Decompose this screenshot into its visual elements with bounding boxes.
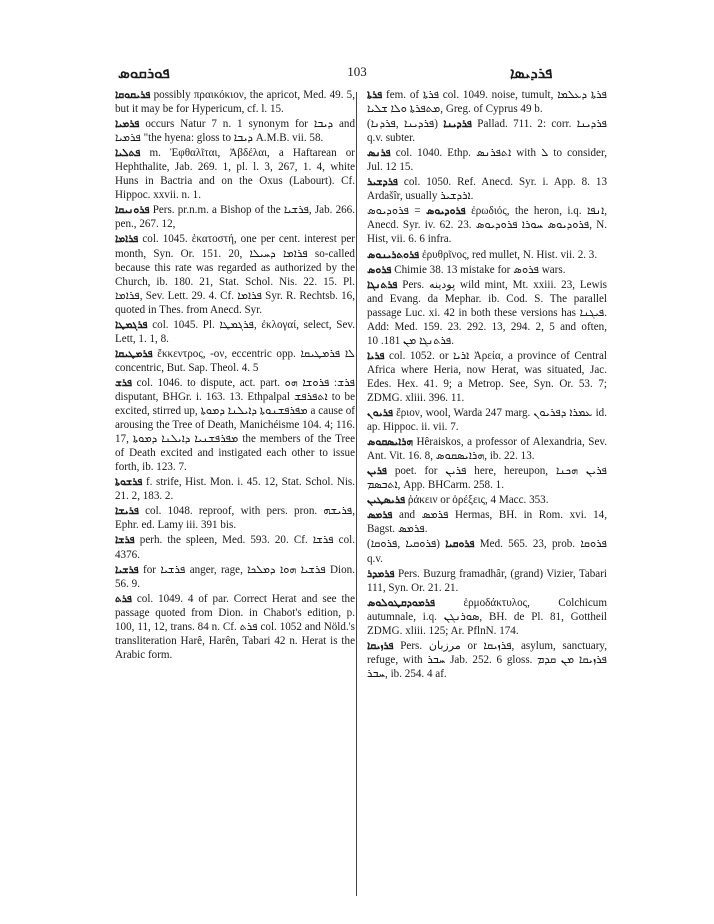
entry-text: Pers. pr.n.m. a Bishop of the ܦܪܫܝܐ, Jab. 266. pen., 267. 12, <box>115 204 355 231</box>
entry-lemma: ܦܪܫܘܬܐ <box>115 476 143 489</box>
entry-lemma: ܦܪܐܡܐ <box>115 233 139 246</box>
dictionary-entry <box>367 175 607 203</box>
entry-lemma: ܦܪܘܣ <box>367 263 392 276</box>
dictionary-entry <box>115 88 355 116</box>
entry-lemma: ܦܪܝܩܘܩܐ <box>115 89 151 101</box>
entry-lemma: ܦܪܫܝܐ <box>115 563 139 576</box>
entry-lemma: ܦܬܠܝܐ <box>115 147 141 160</box>
entry-lemma: ܦܪܡܕܪ <box>367 567 395 580</box>
entry-text: col. 1050. Ref. Anecd. Syr. i. App. 8. 13 Ardašîr, usually ܐܪܕܫܝܪ. <box>367 176 607 203</box>
entry-text: ἔκκεντρος, -ον, eccentric opp. ܠܐ ܦܪܡܛܝܩܐ concentric, But. Sap. Theol. 4. 5 <box>115 347 355 374</box>
entry-lemma: ܦܪܓܡܛܐ <box>115 318 148 331</box>
dictionary-entry <box>115 117 355 145</box>
entry-text: ἔριον, wool, Warda 247 marg. ܥܡܪܐ ܕܦܪܝܘܢ id. ap. Hippoc. ii. vii. 7. <box>367 407 607 434</box>
entry-lemma: ܦܪܫܐ <box>115 534 135 547</box>
dictionary-entry <box>367 567 607 595</box>
entry-lemma: ܗܪܐܝܣܩܘܣ <box>367 436 413 449</box>
entry-lemma: ܦܪܘܕܝܘܣ <box>426 205 466 218</box>
entry-text: col. 1040. Ethp. ܐܬܦܪܢܣ with ܠ to consider, Jul. 12 15. <box>367 147 607 174</box>
entry-text: col. 1048. reproof, with pers. pron. ܦܪܝܫܗ, Ephr. ed. Lamy iii. 391 bis. <box>115 505 355 532</box>
dictionary-entry <box>367 146 607 174</box>
entry-lemma: ܦܪܡܝܐ <box>115 118 140 131</box>
dictionary-entry <box>115 203 355 231</box>
entry-text: perh. the spleen, Med. 593. 20. Cf. ܦܪܫܐ col. 4376. <box>115 534 355 561</box>
dictionary-entry <box>115 563 355 591</box>
dictionary-entry <box>367 406 607 434</box>
dictionary-entry <box>367 88 607 116</box>
entry-text: Pers. Buzurg framadhâr, (grand) Vizier, Tabari 111, Syn. Or. 21. 21. <box>367 567 607 594</box>
entry-text: col. 1049. 4 of par. Correct Herat and see the passage quoted from Dion. in Chabot's edition, p. 100, 11, 12, trans. 84 n. Cf. ܦܪܬ col. 1052 and Nöld.'s transliteration Harê, Harên, Tabari 42 n. Herat is the Arabic form. <box>115 592 355 661</box>
dictionary-entry <box>367 117 607 145</box>
entry-lemma: ܦܪܡܣ <box>367 509 393 522</box>
dictionary-entry <box>115 232 355 316</box>
entry-lemma: ܦܪܝܢ <box>367 465 387 478</box>
dictionary-entry <box>115 318 355 346</box>
entry-text: col. 1046. to dispute, act. part. ܦܪܫ: ܦܪܘܫܐ ܗܘ disputant, BHGr. i. 163. 13. Ethpalpal ܐܬܦܪܦܫ to be excited, stirred up, ܡܦܪܦܫܢܘܬܐ ܕܐܝܠܢܐ ܕܡܘܬܐ a cause of arousing the Tree of Death, Manichéisme 104. 4; 116. 17, ܡܦܪܦܫܢܝܐ ܕܐܝܠܢܐ ܕܡܘܬܐ the members of the Tree of Death excited and instigated each other to issue forth, ib. 123. 7. <box>115 376 356 474</box>
page-header <box>0 62 714 84</box>
entry-text: col. 1052. or ܐܪܝܐ Ἀρεία, a province of Central Africa where Heria, now Herat, was situated, Jac. Edes. Hex. 41. 9; a Metrop. See, Syn. Or. 53. 7; ZDMG. xliii. 396. 11. <box>367 349 607 404</box>
entry-text: = ܦܪܘܕܝܘܣ ἐρωδιός, the heron, i.q. ܐܢܦܐ, Anecd. Syr. iv. 62. 23. ܦܪܘܕܝܘܣ ܚܘܪܐ ܦܪܘܕܝܘܣ, N. Hist, vii. 6. 6 infra. <box>367 205 607 246</box>
running-head-left: ܦܘܪܩܘܣ <box>118 64 170 82</box>
entry-text: occurs Natur 7 n. 1 synonym for ܕܝܒܐ and ܦܪܡܝܐ "the hyena: gloss to ܕܝܒܐ A.M.B. vii. 58. <box>115 118 355 145</box>
entry-lemma: ܦܪܫ <box>115 376 132 389</box>
entry-text: and ܦܪܡܣ Hermas, BH. in Rom. xvi. 14, Bagst. ܦܪܡܣ. <box>367 509 607 536</box>
dictionary-entry <box>367 263 607 277</box>
column-divider <box>356 92 357 896</box>
entry-lemma: ܦܪܝܐ <box>367 349 385 362</box>
entry-text: Pers. مرزبان or ܦܪܙܝܩܐ, asylum, sanctuary, refuge, with ܚܒܪ Jab. 252. 6 gloss. ܦܪܙܝܩܐ ܡܢ ܩܕܡ ܚܒܪ, ib. 254. 4 af. <box>367 639 607 680</box>
dictionary-entry <box>115 504 355 532</box>
entry-lemma: ܦܪܝܣܛܝܢ <box>367 494 406 507</box>
entry-text: ῥάκειν or ὀρέξεις, 4 Macc. 353. <box>407 494 549 507</box>
dictionary-entry <box>115 475 355 503</box>
dictionary-entry <box>367 464 607 492</box>
dictionary-entry <box>115 592 355 662</box>
entry-lemma: ܦܪܬ <box>115 592 132 605</box>
dictionary-entry <box>367 639 607 681</box>
entry-text: possibly πραικόκιον, the apricot, Med. 49. 5, but it may be for Hypericum, cf. l. 15. <box>115 89 355 116</box>
dictionary-entry <box>367 349 607 405</box>
page-number: 103 <box>347 64 367 79</box>
entry-lemma: ܦܪܘܢܝܩܐ <box>115 204 150 217</box>
entry-lemma: ܦܪܘܩܝܐ <box>445 538 475 551</box>
dictionary-entry <box>367 493 607 507</box>
dictionary-entry <box>367 508 607 536</box>
dictionary-entry <box>367 435 607 463</box>
entry-lemma: ܦܪܝܫܐ <box>115 505 139 518</box>
dictionary-entry <box>367 596 607 638</box>
entry-text: (ܦܪܕܝܢܐ ,ܦܪܕܢܐ) Pallad. 711. 2: corr. ܦܪܕܝܢܐ q.v. subter. <box>367 118 607 145</box>
entry-lemma: ܦܪܝܘܢ <box>367 407 393 420</box>
entry-text: poet. for ܦܪܝܢ here, hereupon, ܦܪܝܢ ܗܟܢܐ ܐܬܒܣܡ, App. BHCarm. 258. 1. <box>367 465 607 492</box>
dictionary-entry <box>115 146 355 202</box>
entry-text: fem. of ܦܪܬܐ col. 1049. noise, tumult, ܦܪܬܐ ܕܥܠܡܐ ܡܬܦܪܬܐ ܘܠܐ ܫܠܝܐ, Greg. of Cyprus 49 b. <box>367 89 607 116</box>
right-column <box>367 88 607 682</box>
entry-text: Hêraiskos, a professor of Alexandria, Sev. Ant. Vit. 16. 8, ܗܪܐܝܣܩܘܣ, ib. 22. 13. <box>367 436 607 463</box>
dictionary-entry <box>115 533 355 561</box>
entry-lemma: ܦܪܡܘܕܩܛܘܠܘܣ <box>367 596 436 609</box>
entry-text: (ܦܪܘܩܝܐ ,ܦܪܘܩܐ) Med. 565. 23, prob. ܦܪܘܩܐ q.v. <box>367 538 607 565</box>
entry-text: col. 1045. ἑκατοστή, one per cent. interest per month, Syn. Or. 151. 20, ܦܪܐܡܐ ܕܚܝܠܐ so-called because this rate was regarded as authorized by the Church, ib. 180. 21, Stat. Schol. Nis. 22. 15. Pl. ܦܪܐܡܐ, Sev. Lett. 29. 4. Cf. ܦܪܐܡܐ Syr. R. Rechtsb. 16, quoted in Thes. from Anecd. Syr. <box>115 233 355 316</box>
dictionary-entry <box>367 204 607 246</box>
running-head-right: ܦܪܕܝܣܐ <box>510 64 553 82</box>
entry-lemma: ܦܪܕܝܢܐ <box>443 118 472 131</box>
entry-lemma: ܦܪܘܬܪܝܢܘܣ <box>367 248 420 261</box>
left-column <box>115 88 355 663</box>
entry-text: ἐρυθρῖνος, red mullet, N. Hist. vii. 2. 3. <box>421 248 598 261</box>
entry-text: col. 1045. Pl. ܦܪܓܡܛܐ, ἐκλογαί, select, Sev. Lett, 1. 1, 8. <box>115 318 355 345</box>
dictionary-entry <box>367 278 607 348</box>
entry-text: for ܦܪܫܝܐ anger, rage, ܦܪܫܝܐ ܗܘܐ ܕܡܠܟܐ Dion. 56. 9. <box>115 563 355 590</box>
dictionary-entry <box>367 537 607 565</box>
dictionary-entry <box>115 376 355 474</box>
entry-lemma: ܦܪܕܫܝܪ <box>367 176 398 189</box>
entry-text: f. strife, Hist. Mon. i. 45. 12, Stat. Schol. Nis. 21. 2, 183. 2. <box>115 476 355 503</box>
entry-lemma: ܦܪܬܐ <box>367 89 383 101</box>
entry-lemma: ܦܪܢܣ <box>367 147 391 160</box>
entry-text: Chimie 38. 13 mistake for ܦܪܘܣ wars. <box>394 263 566 276</box>
entry-text: Pers. پودينه wild mint, Mt. xxiii. 23, Lewis and Evang. da Mephar. ib. Cod. S. The parallel passage Luc. xi. 42 in both these versions has ܦܝܓܢܐ. Add: Med. 159. 23. 292. 13, 294. 2, 5 and often, ܦܪܬܢܓܐ ܡܢ 181. 10. <box>367 278 607 347</box>
entry-lemma: ܦܪܬܢܓܐ <box>367 278 398 291</box>
entry-lemma: ܦܪܡܛܝܩܐ <box>115 347 153 360</box>
dictionary-entry <box>367 248 607 262</box>
dictionary-entry <box>115 347 355 375</box>
entry-lemma: ܦܪܙܝܩܐ <box>367 639 394 652</box>
entry-text: m. Ἐφθαλῖται, Ἀβδέλαι, a Haftarean or Hephthalite, Jab. 269. 1, pl. l. 3, 267, 1. 4, white Huns in Bactria and on the Oxus (Labourt). Cf. Hippoc. xxvii. n. 1. <box>115 147 355 202</box>
entry-text: ἑρμοδάκτυλος, Colchicum autumnale, i.q. ܣܘܪܢܓܢ, BH. de Pl. 81, Gottheil ZDMG. xliii. 125; Ar. PflnN. 174. <box>367 596 608 637</box>
